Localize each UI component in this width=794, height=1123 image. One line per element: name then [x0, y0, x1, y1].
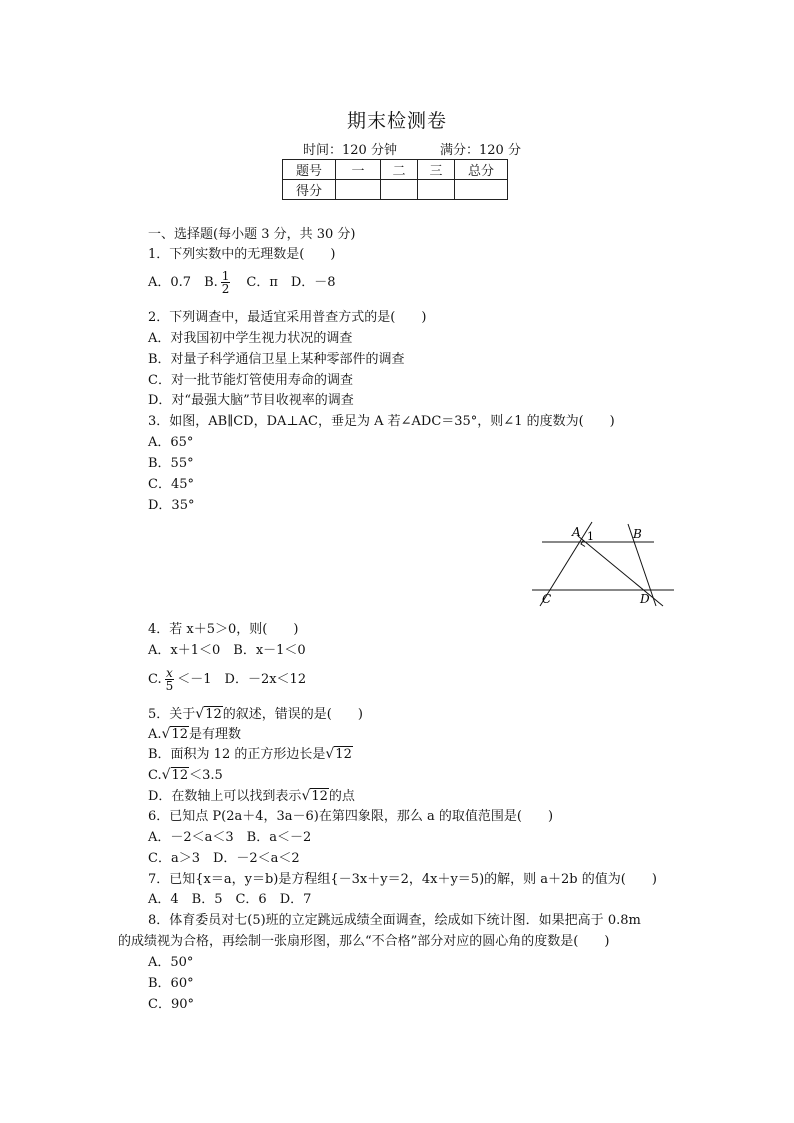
q5-stem [148, 705, 363, 724]
q4-options-cd [148, 667, 306, 692]
q4-stem: 4．若 x＋5＞0，则( ) [148, 622, 299, 637]
q2-option-b: B．对量子科学通信卫星上某种零部件的调查 [148, 352, 405, 367]
score-header-cell: 总分 [455, 160, 508, 180]
radical-sign: √ [161, 767, 171, 783]
q1-fraction [221, 270, 231, 295]
q1-frac-num: 1 [221, 269, 230, 283]
q5-b-pre: B．面积为 12 的正方形边长是 [148, 747, 326, 762]
q5-option-c [148, 766, 223, 785]
q5-stem-post: 的叙述，错误的是( ) [222, 707, 363, 722]
score-cell [455, 180, 508, 200]
sqrt-expression [195, 705, 222, 724]
q5-option-b [148, 745, 353, 764]
radical-sign: √ [161, 726, 171, 742]
label-angle-1: 1 [587, 530, 594, 543]
label-a: A [572, 525, 581, 539]
q8-option-b: B．60° [148, 976, 194, 991]
q4-option-c-rest: ＜－1 D．－2x＜12 [177, 672, 307, 687]
page-title: 期末检测卷 [346, 110, 447, 132]
radicand: 12 [335, 747, 352, 762]
q5-c-pre: C. [148, 768, 162, 783]
q6-stem: 6．已知点 P(2a＋4，3a－6)在第四象限，那么 a 的取值范围是( ) [148, 809, 554, 824]
score-row-label: 得分 [283, 180, 336, 200]
line-ad [578, 536, 663, 606]
q8-stem-line2: 的成绩视为合格，再绘制一张扇形图，那么“不合格”部分对应的圆心角的度数是( ) [118, 934, 610, 949]
q2-option-c: C．对一批节能灯管使用寿命的调查 [148, 373, 353, 388]
radicand: 12 [311, 789, 328, 804]
label-d: D [640, 592, 650, 606]
q1-stem: 1．下列实数中的无理数是( ) [148, 247, 336, 262]
q1-option-ab: A．0.7 B. [148, 275, 218, 290]
sqrt-expression [162, 725, 189, 744]
q6-options-ab: A．－2＜a＜3 B．a＜－2 [148, 830, 312, 845]
radical-sign: √ [301, 788, 311, 804]
q5-d-post: 的点 [328, 789, 355, 804]
q3-geometry-figure [528, 520, 678, 610]
sqrt-expression [162, 766, 189, 785]
time-limit: 时间：120 分钟 [303, 143, 397, 158]
q3-stem: 3．如图，AB∥CD，DA⊥AC，垂足为 A 若∠ADC＝35°，则∠1 的度数为( ) [148, 414, 615, 429]
q5-a-pre: A. [148, 727, 162, 742]
label-b: B [633, 527, 642, 541]
q8-stem-line1: 8．体育委员对七(5)班的立定跳远成绩全面调查，绘成如下统计图．如果把高于 0.8m [148, 913, 641, 928]
q5-option-d [148, 787, 355, 806]
sqrt-expression [301, 787, 328, 806]
q5-option-a [148, 725, 241, 744]
score-cell [336, 180, 381, 200]
score-table-header-row [283, 160, 508, 180]
section-heading: 一、选择题(每小题 3 分，共 30 分) [148, 227, 356, 242]
q2-stem: 2．下列调查中，最适宜采用普查方式的是( ) [148, 310, 427, 325]
q5-d-pre: D．在数轴上可以找到表示 [148, 789, 302, 804]
score-header-cell: 题号 [283, 160, 336, 180]
q4-frac-num: x [166, 666, 173, 680]
radicand: 12 [205, 707, 222, 722]
q8-option-a: A．50° [148, 955, 194, 970]
q3-option-b: B．55° [148, 456, 194, 471]
score-cell [418, 180, 455, 200]
q6-options-cd: C．a＞3 D．－2＜a＜2 [148, 851, 300, 866]
q5-c-post: ＜3.5 [189, 768, 223, 783]
q4-options-ab: A．x＋1＜0 B．x－1＜0 [148, 643, 306, 658]
q3-option-c: C．45° [148, 477, 194, 492]
score-header-cell: 一 [336, 160, 381, 180]
radical-sign: √ [325, 746, 335, 762]
radical-sign: √ [195, 706, 205, 722]
score-header-cell: 二 [381, 160, 418, 180]
q7-options: A．4 B．5 C．6 D．7 [148, 892, 312, 907]
score-table-score-row [283, 180, 508, 200]
q8-option-c: C．90° [148, 997, 194, 1012]
full-score: 满分：120 分 [440, 143, 521, 158]
sqrt-expression [325, 745, 352, 764]
radicand: 12 [171, 727, 188, 742]
q1-option-cd: C．π D．－8 [233, 275, 336, 290]
label-c: C [542, 592, 552, 606]
q4-frac-den: 5 [165, 679, 174, 693]
q1-frac-den: 2 [221, 282, 230, 296]
q1-options [148, 270, 336, 295]
q7-stem: 7．已知{x＝a，y＝b)是方程组{－3x＋y＝2，4x＋y＝5)的解，则 a＋2b 的值为( ) [148, 872, 657, 887]
q3-option-d: D．35° [148, 498, 195, 513]
radicand: 12 [171, 768, 189, 783]
q5-stem-pre: 5．关于 [148, 707, 196, 722]
q2-option-a: A．对我国初中学生视力状况的调查 [148, 331, 353, 346]
q4-option-c-prefix: C. [148, 672, 162, 687]
q3-option-a: A．65° [148, 435, 194, 450]
q4-fraction [165, 667, 175, 692]
score-table [282, 159, 508, 200]
q2-option-d: D．对“最强大脑”节目收视率的调查 [148, 393, 354, 408]
score-header-cell: 三 [418, 160, 455, 180]
q5-a-post: 是有理数 [189, 727, 242, 742]
score-cell [381, 180, 418, 200]
